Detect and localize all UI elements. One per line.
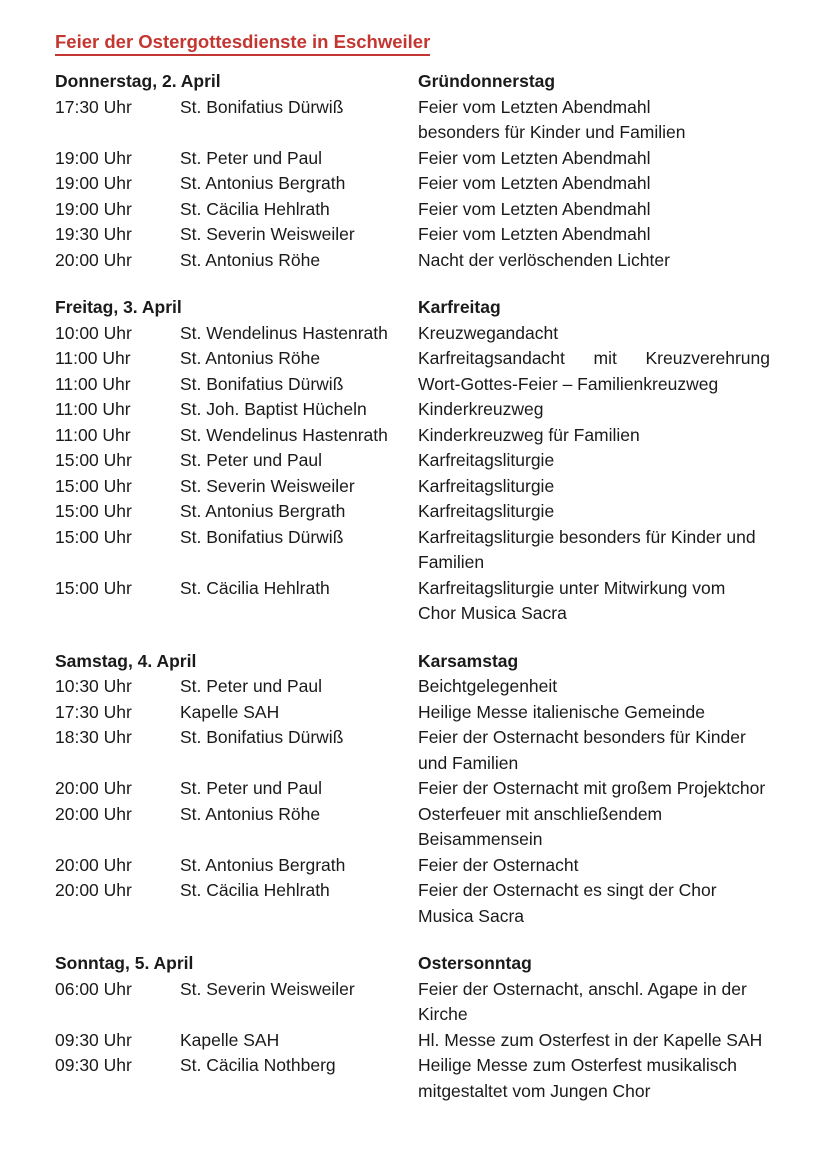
service-church: St. Antonius Röhe	[180, 348, 321, 368]
service-description	[418, 197, 770, 223]
service-church: St. Cäcilia Hehlrath	[180, 577, 330, 598]
service-description	[418, 576, 770, 627]
day-heading: Freitag, 3. April	[55, 297, 182, 317]
service-description-line: Feier vom Letzten Abendmahl	[418, 147, 651, 168]
service-time: 15:00 Uhr	[55, 526, 132, 547]
service-church: St. Severin Weisweiler	[180, 224, 355, 244]
service-church: St. Bonifatius Dürwiß	[180, 727, 344, 747]
service-row	[55, 372, 772, 398]
service-description-line: Karfreitagsliturgie besonders für Kinder und	[418, 526, 756, 547]
section-header-row	[55, 295, 772, 321]
day-heading: Donnerstag, 2. April	[55, 71, 221, 91]
service-row	[55, 423, 772, 449]
service-row	[55, 146, 772, 172]
service-description-line: Chor Musica Sacra	[418, 603, 567, 623]
page-title: Feier der Ostergottesdienste in Eschweiler	[55, 31, 430, 56]
service-description	[418, 525, 770, 576]
service-description-line: Kreuzwegandacht	[418, 322, 559, 343]
service-description-line: Karfreitagsliturgie unter Mitwirkung vom	[418, 577, 726, 598]
service-time: 20:00 Uhr	[55, 880, 132, 900]
service-description	[418, 1028, 770, 1054]
service-description	[418, 878, 770, 929]
service-description	[418, 474, 770, 500]
service-description	[418, 146, 770, 172]
service-time: 11:00 Uhr	[55, 373, 131, 394]
service-description-line: Feier vom Letzten Abendmahl	[418, 173, 651, 193]
service-description-line: Heilige Messe zum Osterfest musikalisch	[418, 1055, 737, 1075]
service-time: 06:00 Uhr	[55, 978, 132, 999]
service-row	[55, 95, 772, 146]
service-church: St. Severin Weisweiler	[180, 978, 355, 999]
service-church: St. Antonius Bergrath	[180, 854, 346, 875]
service-description	[418, 700, 770, 726]
service-time: 20:00 Uhr	[55, 854, 132, 875]
holiday-heading: Ostersonntag	[418, 953, 532, 973]
service-row	[55, 1028, 772, 1054]
service-description-line: Familien	[418, 552, 485, 572]
service-description-line: Beisammensein	[418, 829, 543, 849]
service-description-line: Karfreitagsliturgie	[418, 501, 555, 521]
service-time: 19:30 Uhr	[55, 224, 132, 244]
service-row	[55, 248, 772, 274]
service-time: 18:30 Uhr	[55, 727, 132, 747]
service-time: 09:30 Uhr	[55, 1029, 132, 1050]
service-church: St. Severin Weisweiler	[180, 475, 355, 496]
service-description	[418, 248, 770, 274]
service-row	[55, 674, 772, 700]
schedule-sections	[55, 69, 772, 1104]
day-heading: Sonntag, 5. April	[55, 953, 194, 973]
service-description	[418, 95, 770, 146]
service-time: 11:00 Uhr	[55, 348, 131, 368]
service-description-line: Beichtgelegenheit	[418, 676, 558, 696]
service-time: 15:00 Uhr	[55, 450, 132, 470]
service-description-line: Feier der Osternacht besonders für Kinder	[418, 727, 746, 747]
service-row	[55, 700, 772, 726]
service-description-line: Feier der Osternacht es singt der Chor	[418, 880, 717, 900]
service-church: St. Antonius Röhe	[180, 803, 321, 824]
service-church: St. Bonifatius Dürwiß	[180, 526, 344, 547]
service-row	[55, 525, 772, 576]
service-row	[55, 474, 772, 500]
service-row	[55, 725, 772, 776]
service-description-line: Feier vom Letzten Abendmahl	[418, 224, 651, 244]
service-church: Kapelle SAH	[180, 1029, 280, 1050]
service-time: 10:30 Uhr	[55, 676, 132, 696]
service-church: Kapelle SAH	[180, 701, 280, 722]
day-section	[55, 295, 772, 627]
holiday-heading: Karfreitag	[418, 297, 501, 317]
service-time: 19:00 Uhr	[55, 147, 132, 168]
service-description-line: Feier der Osternacht mit großem Projektchor	[418, 778, 766, 798]
service-church: St. Cäcilia Hehlrath	[180, 880, 330, 900]
service-description-line: Feier der Osternacht	[418, 854, 579, 875]
service-time: 17:30 Uhr	[55, 701, 132, 722]
service-church: St. Peter und Paul	[180, 147, 323, 168]
service-row	[55, 321, 772, 347]
service-description-line: Osterfeuer mit anschließendem	[418, 803, 663, 824]
service-church: St. Antonius Röhe	[180, 249, 321, 270]
service-description	[418, 725, 770, 776]
service-description-line: Musica Sacra	[418, 905, 525, 926]
service-church: St. Antonius Bergrath	[180, 501, 346, 521]
service-row	[55, 499, 772, 525]
holiday-heading: Karsamstag	[418, 650, 519, 671]
service-row	[55, 197, 772, 223]
service-description	[418, 372, 770, 398]
service-time: 19:00 Uhr	[55, 198, 132, 219]
service-church: St. Wendelinus Hastenrath	[180, 424, 388, 445]
service-row	[55, 171, 772, 197]
service-church: St. Bonifatius Dürwiß	[180, 373, 344, 394]
service-time: 11:00 Uhr	[55, 424, 131, 445]
holiday-heading: Gründonnerstag	[418, 71, 556, 91]
service-description-line: Kirche	[418, 1004, 468, 1024]
service-description	[418, 397, 770, 423]
service-description-line: Feier der Osternacht, anschl. Agape in der	[418, 978, 747, 999]
service-description-line: Wort-Gottes-Feier – Familienkreuzweg	[418, 373, 719, 394]
service-description-line: Karfreitagsliturgie	[418, 450, 555, 470]
service-description-line: Feier vom Letzten Abendmahl	[418, 96, 651, 117]
service-description	[418, 977, 770, 1028]
service-row	[55, 878, 772, 929]
service-description	[418, 674, 770, 700]
service-church: St. Wendelinus Hastenrath	[180, 322, 388, 343]
service-description-line: Hl. Messe zum Osterfest in der Kapelle SAH	[418, 1029, 763, 1050]
section-header-row	[55, 69, 772, 95]
service-church: St. Antonius Bergrath	[180, 173, 346, 193]
service-row	[55, 448, 772, 474]
service-church: St. Bonifatius Dürwiß	[180, 96, 344, 117]
service-row	[55, 802, 772, 853]
service-description	[418, 853, 770, 879]
service-row	[55, 1053, 772, 1104]
service-description-line: Karfreitagsandacht mit Kreuzverehrung	[418, 348, 770, 368]
section-header-row	[55, 649, 772, 675]
service-description-line: Feier vom Letzten Abendmahl	[418, 198, 651, 219]
service-church: St. Peter und Paul	[180, 676, 323, 696]
service-description	[418, 776, 770, 802]
service-time: 10:00 Uhr	[55, 322, 132, 343]
service-description	[418, 1053, 770, 1104]
service-description	[418, 802, 770, 853]
service-description-line: mitgestaltet vom Jungen Chor	[418, 1080, 651, 1101]
service-description	[418, 171, 770, 197]
service-description-line: Kinderkreuzweg für Familien	[418, 424, 640, 445]
service-row	[55, 853, 772, 879]
service-description-line: und Familien	[418, 752, 519, 773]
service-row	[55, 397, 772, 423]
service-row	[55, 346, 772, 372]
service-church: St. Cäcilia Nothberg	[180, 1055, 336, 1075]
section-header-row	[55, 951, 772, 977]
service-church: St. Peter und Paul	[180, 778, 323, 798]
service-church: St. Cäcilia Hehlrath	[180, 198, 330, 219]
service-description	[418, 448, 770, 474]
service-time: 20:00 Uhr	[55, 803, 132, 824]
service-time: 20:00 Uhr	[55, 249, 132, 270]
day-section	[55, 649, 772, 930]
day-heading: Samstag, 4. April	[55, 650, 197, 671]
service-description-line: Heilige Messe italienische Gemeinde	[418, 701, 705, 722]
service-time: 20:00 Uhr	[55, 778, 132, 798]
service-description	[418, 423, 770, 449]
service-time: 15:00 Uhr	[55, 577, 132, 598]
service-description	[418, 499, 770, 525]
service-row	[55, 977, 772, 1028]
service-time: 15:00 Uhr	[55, 501, 132, 521]
service-description	[418, 222, 770, 248]
service-time: 19:00 Uhr	[55, 173, 132, 193]
service-row	[55, 222, 772, 248]
service-time: 09:30 Uhr	[55, 1055, 132, 1075]
service-time: 15:00 Uhr	[55, 475, 132, 496]
service-description-line: Nacht der verlöschenden Lichter	[418, 249, 670, 270]
service-description	[418, 346, 770, 372]
service-description	[418, 321, 770, 347]
service-time: 17:30 Uhr	[55, 96, 132, 117]
service-description-line: Kinderkreuzweg	[418, 399, 544, 419]
service-time: 11:00 Uhr	[55, 399, 131, 419]
service-description-line: besonders für Kinder und Familien	[418, 122, 686, 142]
service-church: St. Joh. Baptist Hücheln	[180, 399, 367, 419]
service-row	[55, 776, 772, 802]
service-description-line: Karfreitagsliturgie	[418, 475, 555, 496]
day-section	[55, 69, 772, 273]
service-row	[55, 576, 772, 627]
day-section	[55, 951, 772, 1104]
service-church: St. Peter und Paul	[180, 450, 323, 470]
